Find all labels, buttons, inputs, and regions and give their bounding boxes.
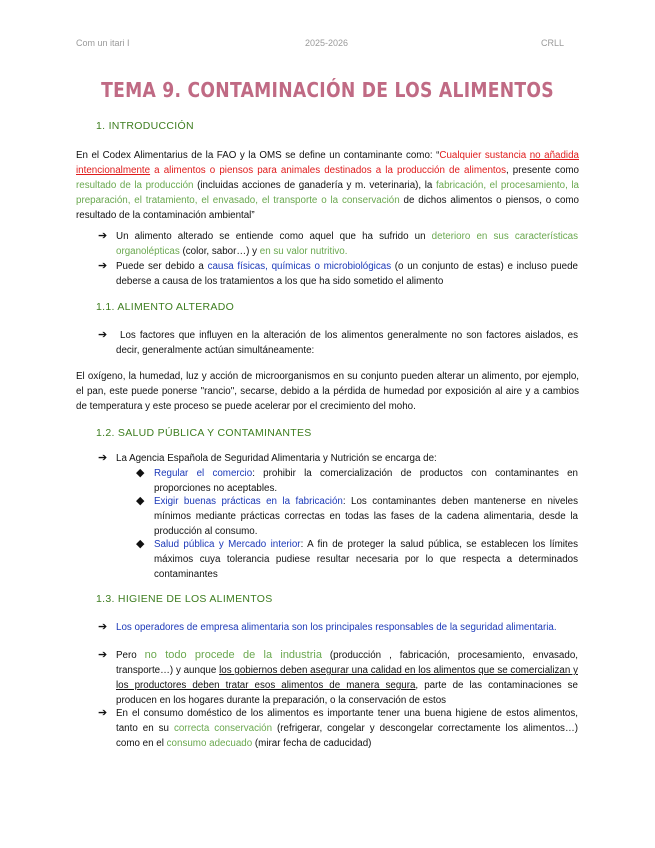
- arrow-bullet-icon: ➔: [98, 621, 108, 633]
- section-heading-higiene: 1.3. HIGIENE DE LOS ALIMENTOS: [96, 593, 273, 605]
- arrow-bullet-icon: ➔: [98, 707, 108, 719]
- paragraph-oxigeno: El oxígeno, la humedad, luz y acción de microorganismos en su conjunto pueden alterar un alimento, por ejemplo, el pan, este puede ponerse "rancio", secarse, debido a la pérdida de humedad por exposición al aire y a cambios de temperatura y este proceso se puede acelerar por el crecimiento del moho.: [76, 371, 579, 413]
- diamond-bullet-icon: ◆: [136, 495, 145, 507]
- list-item-consumo-domestico: En el consumo doméstico de los alimentos es importante tener una buena higiene de estos alimentos, tanto en su correcta conservación (refrigerar, congelar y descongelar correctamente los alimentos…) como en el consumo adecuado (mirar fecha de caducidad): [116, 708, 579, 750]
- page-title: TEMA 9. CONTAMINACIÓN DE LOS ALIMENTOS: [101, 78, 554, 102]
- intro-paragraph: En el Codex Alimentarius de la FAO y la OMS se define un contaminante como: “Cualquier sustancia no añadida intencionalmente a alimentos o piensos para animales destinados a la producción de alimentos, presente como resultado de la producción (incluidas acciones de ganadería y m. veterinaria), la fabricación, el procesamiento, la preparación, el tratamiento, el envasado, el transporte o la conservación de dichos alimentos o piensos, o como resultado de la contaminación ambiental”: [76, 150, 580, 222]
- arrow-bullet-icon: ➔: [98, 649, 108, 661]
- list-item-alimento-alterado: Un alimento alterado se entiende como aquel que ha sufrido un deterioro en sus características organolépticas (color, sabor…) y en su valor nutritivo.: [116, 231, 578, 258]
- sub-item-regular-comercio: Regular el comercio: prohibir la comercialización de productos con contaminantes en proporciones no aceptables.: [154, 468, 578, 495]
- list-item-aesan: La Agencia Española de Seguridad Alimentaria y Nutrición se encarga de:: [116, 453, 437, 464]
- sub-item-salud-publica: Salud pública y Mercado interior: A fin de proteger la salud pública, se establecen los límites máximos cuya tolerancia pudiese resultar necesaria por lo que respecta a determinados contaminantes: [154, 539, 578, 581]
- section-heading-alimento-alterado: 1.1. ALIMENTO ALTERADO: [96, 301, 235, 313]
- list-item-operadores: Los operadores de empresa alimentaria son los principales responsables de la seguridad alimentaria.: [116, 622, 557, 633]
- diamond-bullet-icon: ◆: [136, 538, 145, 550]
- section-heading-introduccion: 1. INTRODUCCIÓN: [96, 120, 194, 132]
- diamond-bullet-icon: ◆: [136, 467, 145, 479]
- header-left: Com un itari I: [76, 38, 130, 48]
- header-center: 2025-2026: [305, 38, 349, 48]
- arrow-bullet-icon: ➔: [98, 230, 108, 242]
- list-item-causas: Puede ser debido a causa físicas, químicas o microbiológicas (o un conjunto de estas) e incluso puede deberse a causa de los tratamientos a los que ha sido sometido el alimento: [116, 261, 579, 288]
- section-heading-salud-publica: 1.2. SALUD PÚBLICA Y CONTAMINANTES: [96, 427, 312, 439]
- arrow-bullet-icon: ➔: [98, 260, 108, 272]
- sub-item-buenas-practicas: Exigir buenas prácticas en la fabricación: Los contaminantes deben mantenerse en niveles mínimos mediante prácticas correctas en todas las fases de la cadena alimentaria, desde la producción al consumo.: [154, 496, 578, 538]
- header-right: CRLL: [541, 38, 565, 48]
- list-item-factores: Los factores que influyen en la alteración de los alimentos generalmente no son factores aislados, es decir, generalmente actúan simultáneamente:: [116, 330, 578, 357]
- arrow-bullet-icon: ➔: [98, 452, 108, 464]
- arrow-bullet-icon: ➔: [98, 329, 108, 341]
- list-item-industria: Pero no todo procede de la industria (producción , fabricación, procesamiento, envasado, transporte…) y aunque los gobiernos deben asegurar una calidad en los alimentos que se comercializan y los productores deben tratar esos alimentos de manera segura, parte de las contaminaciones se producen en los hogares durante la preparación, o la conservación de estos: [116, 649, 578, 707]
